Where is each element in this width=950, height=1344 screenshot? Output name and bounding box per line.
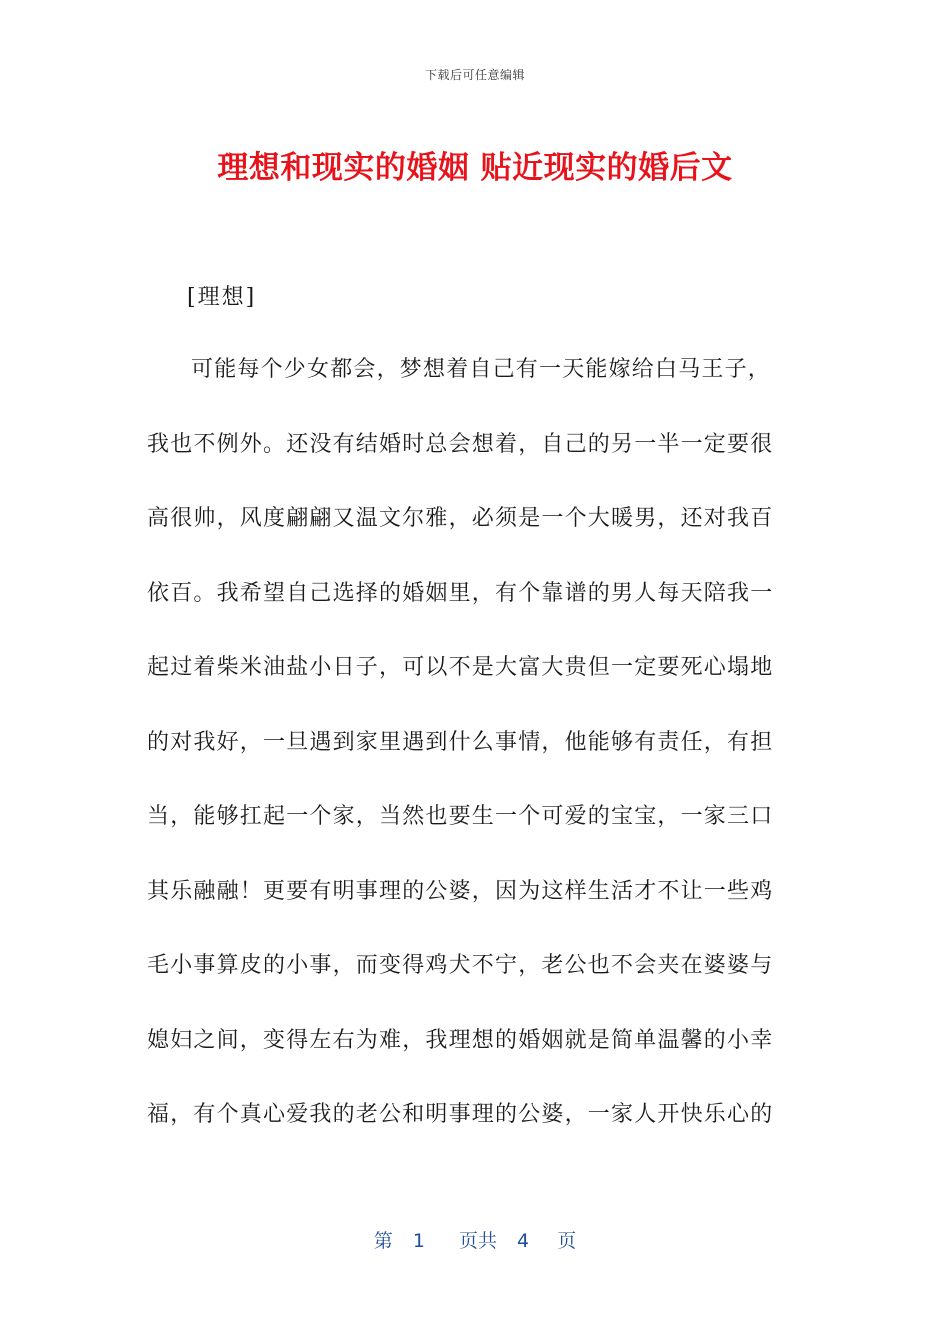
body-line: 依百。我希望自己选择的婚姻里，有个靠谱的男人每天陪我一 xyxy=(147,580,774,606)
body-line: 毛小事算皮的小事，而变得鸡犬不宁，老公也不会夹在婆婆与 xyxy=(147,953,774,978)
page-prefix: 第 xyxy=(373,1230,393,1252)
body-line: 媳妇之间，变得左右为难，我理想的婚姻就是简单温馨的小幸 xyxy=(147,1027,774,1053)
document-title: 理想和现实的婚姻 贴近现实的婚后文 xyxy=(217,150,733,186)
body-line: 高很帅，风度翩翩又温文尔雅，必须是一个大暖男，还对我百 xyxy=(147,506,774,531)
body-line: 福，有个真心爱我的老公和明事理的公婆，一家人开快乐心的 xyxy=(147,1102,774,1127)
page-current-number: 1 xyxy=(412,1230,425,1252)
body-line: 其乐融融！更要有明事理的公婆，因为这样生活才不让一些鸡 xyxy=(147,878,774,904)
section-label: [理想] xyxy=(187,285,257,310)
page-suffix: 页 xyxy=(557,1230,577,1252)
page-total-number: 4 xyxy=(517,1230,530,1252)
body-line: 可能每个少女都会，梦想着自己有一天能嫁给白马王子， xyxy=(191,357,772,382)
body-line: 的对我好，一旦遇到家里遇到什么事情，他能够有责任，有担 xyxy=(147,729,774,755)
document-body xyxy=(147,352,791,1172)
header-note: 下载后可任意编辑 xyxy=(424,68,525,82)
body-line: 当，能够扛起一个家，当然也要生一个可爱的宝宝，一家三口 xyxy=(147,804,774,829)
page-footer xyxy=(0,1226,950,1253)
body-line: 起过着柴米油盐小日子，可以不是大富大贵但一定要死心塌地 xyxy=(147,655,774,680)
body-line: 我也不例外。还没有结婚时总会想着，自己的另一半一定要很 xyxy=(147,431,774,457)
page-mid-text: 页共 xyxy=(458,1230,497,1252)
